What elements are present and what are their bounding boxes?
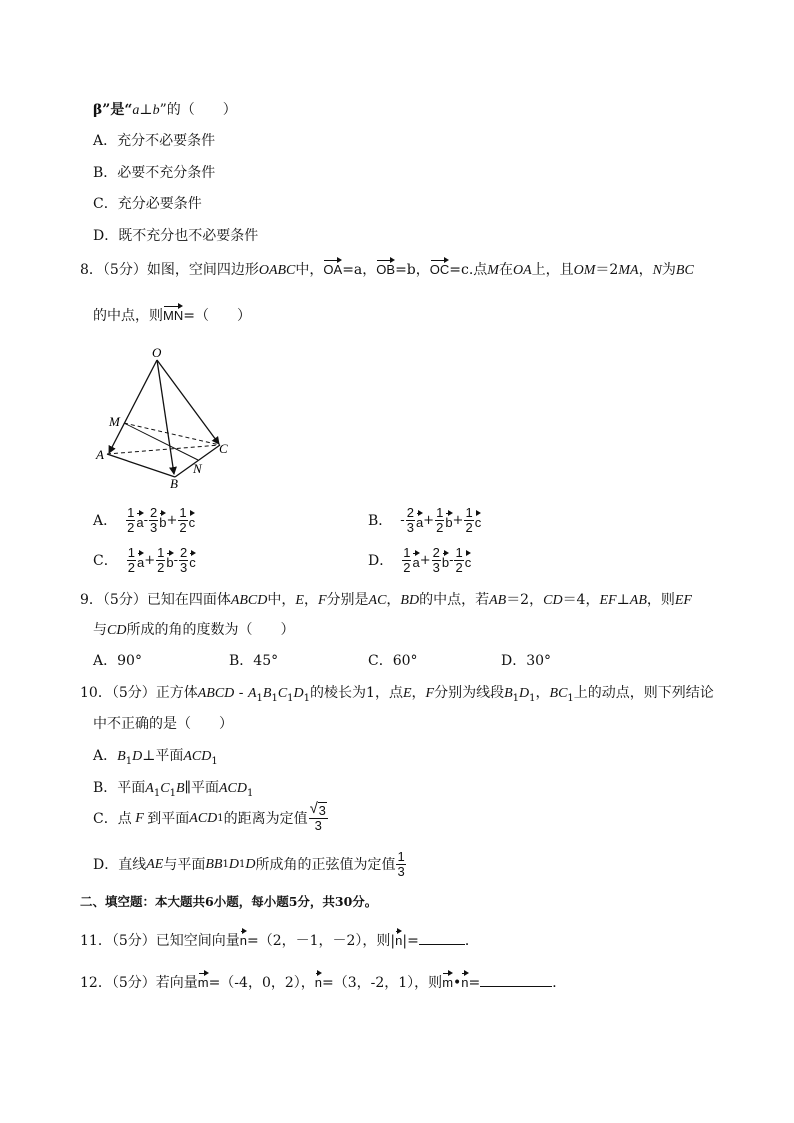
q9-stem-line2: 与CD所成的角的度数为（ ）: [93, 622, 295, 638]
term-sign: +: [419, 552, 431, 568]
q12-stem: 12．（5分）若向量 m=（-4，0，2）， n=（3，-2，1），则 m• n= ．: [80, 971, 566, 993]
q10-option-a[interactable]: A．$B_1D\perp$平面$ACD_1$: [93, 748, 218, 767]
q7-stem-tail: β”是“a⊥b”的（ ）: [93, 102, 237, 118]
q7-option-b[interactable]: B．必要不充分条件: [93, 165, 216, 181]
vector-ob: OB: [376, 258, 395, 277]
term-vector: c: [465, 551, 472, 570]
vector-oc: OC: [430, 258, 450, 277]
label-n: N: [193, 461, 202, 476]
q9-option-b[interactable]: B．45°: [229, 653, 279, 669]
term-fraction: $\frac{1}{2}$: [157, 545, 165, 575]
q7-option-d[interactable]: D．既不充分也不必要条件: [93, 228, 259, 244]
edge-ac: [107, 445, 220, 454]
edge-oa: [109, 360, 157, 453]
term-vector: a: [136, 511, 143, 530]
term-sign: +: [166, 512, 178, 528]
q11-answer-blank[interactable]: [419, 930, 465, 945]
vector-oa: OA: [323, 258, 342, 277]
term-sign: -: [143, 512, 148, 528]
term-vector: a: [416, 511, 423, 530]
q10-option-d[interactable]: D． 直线 AE 与平面 BB 1 D 1 D 所成角的正弦值为定值 $\frac{1}{3}$: [93, 849, 405, 879]
q9-stem: 9．（5分）已知在四面体ABCD中，E，F分别是AC，BD的中点，若AB＝2，CD＝4，EF⊥AB，则EF: [80, 592, 692, 608]
q7-option-a[interactable]: A．充分不必要条件: [93, 133, 216, 149]
term-fraction: $\frac{1}{2}$: [465, 505, 473, 535]
label-m: M: [109, 414, 120, 429]
term-sign: -: [173, 552, 178, 568]
term-vector: c: [189, 511, 196, 530]
term-fraction: $\frac{1}{2}$: [179, 505, 187, 535]
term-fraction: $\frac{2}{3}$: [406, 505, 414, 535]
q8-stem-line2: 的中点，则 MN=（ ）: [93, 304, 251, 326]
edge-ob: [157, 360, 174, 474]
segment-mn: [124, 423, 198, 460]
term-fraction: $\frac{1}{2}$: [455, 545, 463, 575]
fraction-sqrt3-over-3: √ 3 3: [309, 800, 326, 833]
term-vector: b: [159, 511, 166, 530]
q8-option-a[interactable]: A． $\frac{1}{2}$ a - $\frac{2}{3}$ b + $\frac{1}{2}$ c: [93, 505, 196, 535]
term-vector: c: [189, 551, 196, 570]
term-fraction: $\frac{1}{2}$: [403, 545, 411, 575]
term-vector: b: [445, 511, 452, 530]
edge-oc: [157, 360, 219, 444]
tetrahedron-figure: [92, 343, 242, 493]
q10-stem: 10．（5分）正方体ABCD - $A_1B_1C_1D_1$的棱长为1，点E，F分别为线段$B_1D_1$，$BC_1$上的动点，则下列结论: [80, 685, 714, 704]
vector-n: n: [315, 971, 322, 990]
q9-option-a[interactable]: A．90°: [93, 653, 142, 669]
q8-option-c[interactable]: C． $\frac{1}{2}$ a + $\frac{1}{2}$ b - $\frac{2}{3}$ c: [93, 545, 196, 575]
term-sign: +: [144, 552, 156, 568]
term-vector: a: [412, 551, 419, 570]
q10-option-b[interactable]: B．平面$A_1C_1B\parallel$平面$ACD_1$: [93, 780, 254, 799]
q7-option-c[interactable]: C．充分必要条件: [93, 196, 202, 212]
term-vector: b: [442, 551, 449, 570]
q8-option-b[interactable]: B． - $\frac{2}{3}$ a + $\frac{1}{2}$ b + $\frac{1}{2}$ c: [368, 505, 482, 535]
term-fraction: $\frac{1}{2}$: [127, 505, 135, 535]
term-fraction: $\frac{2}{3}$: [150, 505, 158, 535]
vector-n-dot: n: [461, 971, 468, 990]
vector-n: n: [240, 929, 247, 948]
vector-mn: MN: [163, 304, 183, 323]
term-vector: a: [137, 551, 144, 570]
q12-answer-blank[interactable]: [480, 972, 552, 987]
q8-option-d[interactable]: D． $\frac{1}{2}$ a + $\frac{2}{3}$ b - $\frac{1}{2}$ c: [368, 545, 472, 575]
vector-n-abs: n: [395, 929, 402, 948]
vector-m: m: [198, 971, 209, 990]
q10-stem-line2: 中不正确的是（ ）: [93, 716, 233, 732]
label-a: A: [96, 447, 104, 462]
edge-ab: [107, 454, 175, 477]
q11-stem: 11．（5分）已知空间向量 n=（2，－1，－2），则| n|= ．: [80, 929, 479, 951]
term-sign: -: [400, 512, 405, 528]
term-fraction: $\frac{2}{3}$: [179, 545, 188, 575]
vector-m-dot: m: [442, 971, 453, 990]
q9-option-c[interactable]: C．60°: [368, 653, 418, 669]
term-vector: b: [166, 551, 173, 570]
section-heading-fill-in: 二、填空题：本大题共6小题，每小题5分，共30分。: [80, 894, 378, 909]
term-fraction: $\frac{1}{2}$: [127, 545, 135, 575]
term-sign: +: [452, 512, 464, 528]
label-o: O: [152, 345, 162, 360]
label-b: B: [170, 476, 178, 491]
label-c: C: [219, 441, 228, 456]
term-fraction: $\frac{1}{2}$: [436, 505, 444, 535]
term-sign: +: [423, 512, 435, 528]
fraction-1-over-3: $\frac{1}{3}$: [397, 849, 405, 879]
term-sign: -: [449, 552, 454, 568]
term-vector: c: [475, 511, 482, 530]
q10-option-c[interactable]: C． 点 F 到平面 ACD 1 的距离为定值 √ 3 3: [93, 800, 326, 833]
term-fraction: $\frac{2}{3}$: [432, 545, 440, 575]
q9-option-d[interactable]: D．30°: [501, 653, 552, 669]
q8-stem: 8．（5分）如图，空间四边形OABC中， OA=a， OB=b， OC=c.点M在OA上，且OM＝2MA，N为BC: [80, 258, 694, 281]
